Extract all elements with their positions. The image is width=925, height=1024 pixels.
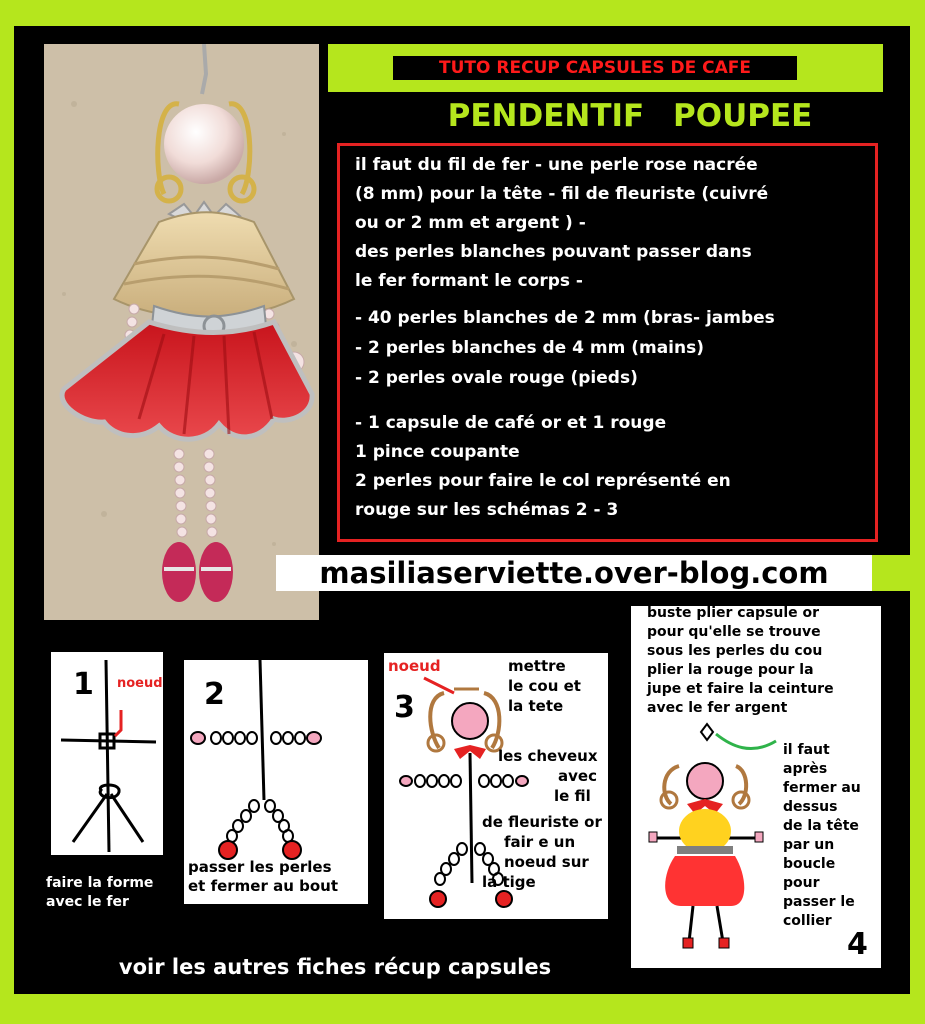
- step-4-side-text: dessus: [783, 799, 838, 815]
- step-3-text: mettre: [508, 657, 566, 675]
- materials-line: - 40 perles blanches de 2 mm (bras- jambes: [355, 308, 775, 328]
- step-1-caption: avec le fer: [46, 894, 129, 910]
- step-3-text: la tige: [482, 873, 536, 891]
- step-3-text: fair e un: [504, 833, 576, 851]
- step-4-text: sous les perles du cou: [647, 643, 823, 659]
- step-4-card: [631, 606, 881, 968]
- url-banner-edge: [872, 555, 910, 591]
- materials-line: - 2 perles blanches de 4 mm (mains): [355, 338, 704, 358]
- step-2-caption: et fermer au bout: [188, 877, 338, 895]
- tutorial-title: TUTO RECUP CAPSULES DE CAFE: [393, 56, 797, 80]
- step-4-side-text: pour: [783, 875, 820, 891]
- step-4-side-text: après: [783, 761, 828, 777]
- materials-line: le fer formant le corps -: [355, 271, 583, 291]
- step-4-side-text: de la tête: [783, 818, 859, 834]
- step-4-text: buste plier capsule or: [647, 605, 820, 621]
- step-4-side-text: il faut: [783, 742, 830, 758]
- step-3-text: la tete: [508, 697, 564, 715]
- materials-line: - 1 capsule de café or et 1 rouge: [355, 413, 667, 433]
- step-2-caption: passer les perles: [188, 858, 332, 876]
- materials-line: rouge sur les schémas 2 - 3: [355, 500, 619, 520]
- step-4-side-text: par un: [783, 837, 835, 853]
- other-sheets-link[interactable]: voir les autres fiches récup capsules: [118, 955, 552, 979]
- main-title: PENDENTIF POUPEE: [447, 98, 813, 134]
- step-1-noeud-label: noeud: [117, 676, 163, 691]
- materials-line: 2 perles pour faire le col représenté en: [355, 471, 731, 491]
- step-3-text: avec: [558, 767, 597, 785]
- step-4-text: plier la rouge pour la: [647, 662, 814, 678]
- step-4-number: 4: [847, 927, 868, 962]
- step-3-text: le fil: [554, 787, 591, 805]
- step-3-text: le cou et: [508, 677, 581, 695]
- step-1-caption: faire la forme: [46, 875, 154, 891]
- step-2-card: [184, 660, 368, 904]
- step-4-side-text: collier: [783, 913, 832, 929]
- doll-pendant-photo: [44, 44, 319, 620]
- step-4-side-text: passer le: [783, 894, 855, 910]
- step-1-number: 1: [73, 667, 94, 702]
- step-3-number: 3: [394, 690, 415, 725]
- step-2-number: 2: [204, 677, 225, 712]
- step-4-side-text: fermer au: [783, 780, 861, 796]
- materials-line: il faut du fil de fer - une perle rose nacrée: [355, 155, 758, 175]
- step-3-card: [384, 653, 608, 919]
- materials-line: ou or 2 mm et argent ) -: [355, 213, 586, 233]
- step-3-text: les cheveux: [498, 747, 598, 765]
- step-3-noeud-label: noeud: [388, 657, 441, 675]
- step-4-text: jupe et faire la ceinture: [647, 681, 834, 697]
- step-3-text: de fleuriste or: [482, 813, 602, 831]
- step-1-card: [51, 652, 163, 855]
- materials-line: - 2 perles ovale rouge (pieds): [355, 368, 638, 388]
- step-4-text: avec le fer argent: [647, 700, 788, 716]
- step-4-text: pour qu'elle se trouve: [647, 624, 821, 640]
- materials-line: des perles blanches pouvant passer dans: [355, 242, 752, 262]
- materials-line: (8 mm) pour la tête - fil de fleuriste (cuivré: [355, 184, 769, 204]
- materials-line: 1 pince coupante: [355, 442, 520, 462]
- site-url-link[interactable]: masiliaserviette.over-blog.com: [319, 556, 829, 590]
- step-4-side-text: boucle: [783, 856, 836, 872]
- step-3-text: noeud sur: [504, 853, 589, 871]
